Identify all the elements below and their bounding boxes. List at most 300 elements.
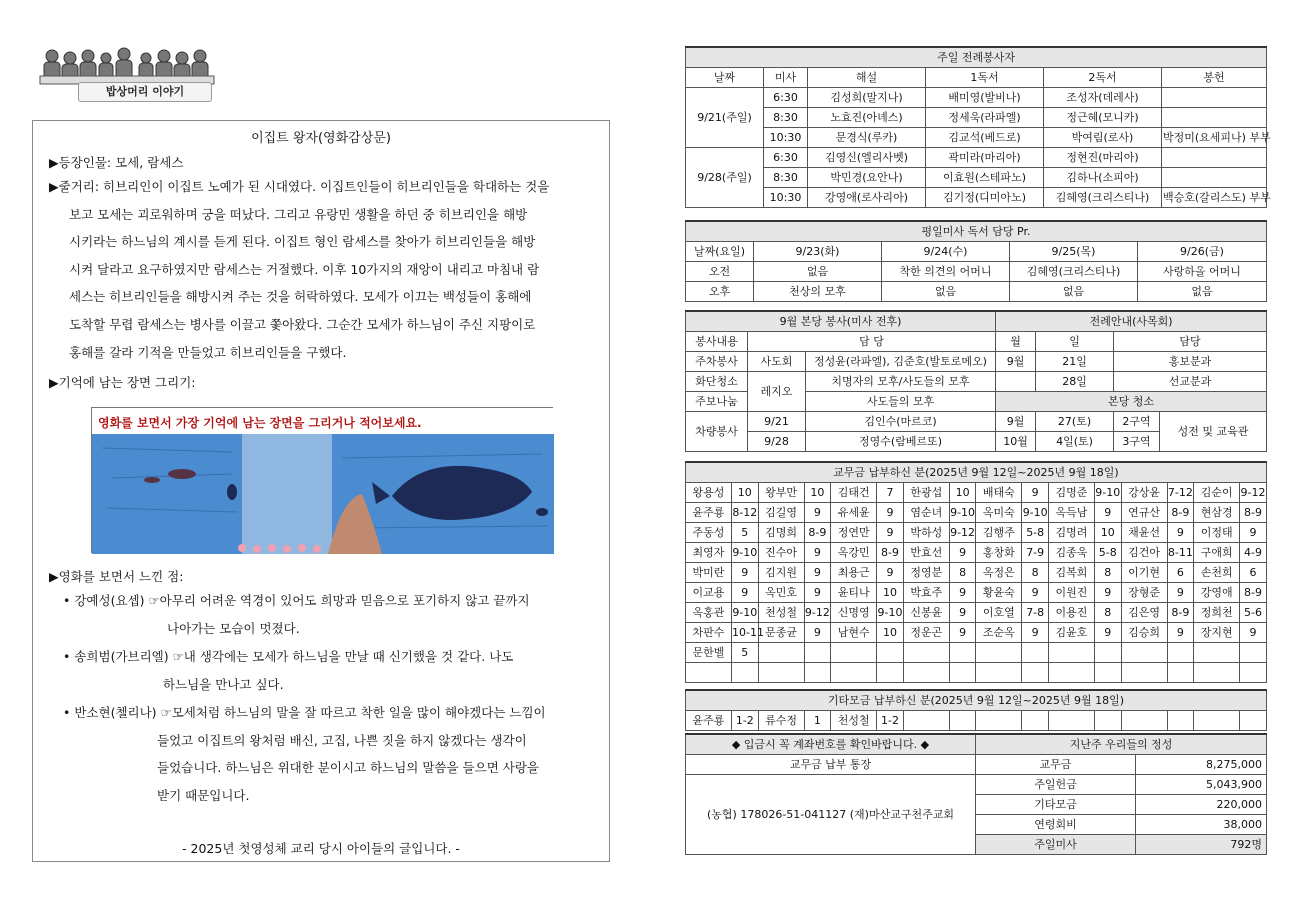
month-cell: 9월 (996, 351, 1036, 371)
commentator-cell: 강영애(로사리아) (808, 187, 926, 207)
clean-area-cell: 성전 및 교육관 (1160, 411, 1267, 451)
donor-name: 신명영 (831, 602, 877, 622)
donor-months: 9 (1094, 582, 1121, 602)
offering-cell: 박정미(요세피나) 부부 (1162, 127, 1267, 147)
donor-name: 정운곤 (903, 622, 949, 642)
table-row (686, 522, 1267, 542)
other-donations-title: 기타모금 납부하신 분(2025년 9월 12일~2025년 9월 18일) (686, 690, 1267, 710)
family-illustration-icon (38, 44, 216, 86)
donor-months: 9 (732, 562, 759, 582)
table-row (686, 482, 1267, 502)
header-cell: 9/23(화) (754, 241, 882, 261)
reader-cell: 없음 (754, 261, 882, 281)
plot-line: 도착할 무렵 람세스는 병사를 이끌고 쫓아왔다. 그순간 모세가 하느님이 주신 지팡이로 (69, 316, 536, 332)
donor-name: 옥강민 (831, 542, 877, 562)
donor-name: 홍창화 (976, 542, 1022, 562)
people-cell: 정영수(람베르또) (806, 431, 996, 451)
donor-months: 9-12 (804, 602, 831, 622)
table-row (686, 147, 1267, 167)
donor-months: 8 (1094, 562, 1121, 582)
donor-months: 9 (877, 502, 904, 522)
donor-months: 9 (949, 582, 976, 602)
donor-name: 장형준 (1121, 582, 1167, 602)
cleaning-title: 본당 청소 (996, 391, 1267, 411)
donor-name (976, 710, 1022, 730)
plot-line: 시켜 달라고 요구하였지만 람세스는 거절했다. 이후 10가지의 재앙이 내리고 마침내 람 (69, 261, 540, 277)
donor-months (1167, 642, 1194, 662)
donor-months: 9 (804, 562, 831, 582)
donor-months: 1 (804, 710, 831, 730)
table-row (686, 411, 1267, 431)
offering-cell (1162, 107, 1267, 127)
donor-name (1194, 642, 1240, 662)
donor-months: 10 (1094, 522, 1121, 542)
weekday-title: 평일미사 독서 담당 Pr. (686, 221, 1267, 241)
period-cell: 오후 (686, 281, 754, 301)
donor-name (1048, 662, 1094, 682)
donor-name: 이용진 (1048, 602, 1094, 622)
table-row (686, 261, 1267, 281)
donor-name (903, 662, 949, 682)
donor-months: 9 (804, 582, 831, 602)
reader-cell: 없음 (882, 281, 1010, 301)
period-cell: 오전 (686, 261, 754, 281)
donor-name (758, 662, 804, 682)
offering-title: 지난주 우리들의 정성 (976, 734, 1267, 754)
donor-name: 옥홍관 (686, 602, 732, 622)
donor-months (1240, 662, 1267, 682)
account-label: 교무금 납부 통장 (686, 754, 976, 774)
donors-title: 교무금 납부하신 분(2025년 9월 12일~2025년 9월 18일) (686, 462, 1267, 482)
header-cell: 미사 (764, 67, 808, 87)
donor-name: 천성철 (831, 710, 877, 730)
donor-months: 8-9 (1240, 502, 1267, 522)
donor-name: 반효선 (903, 542, 949, 562)
article-footer: - 2025년 첫영성체 교리 당시 아이들의 글입니다. - (182, 841, 460, 856)
service-type-cell: 화단청소 (686, 371, 748, 391)
donor-months: 4-9 (1240, 542, 1267, 562)
header-cell: 1독서 (926, 67, 1044, 87)
drawing-prompt: 영화를 보면서 가장 기억에 남는 장면을 그리거나 적어보세요. (98, 416, 422, 430)
commentator-cell: 노효진(아녜스) (808, 107, 926, 127)
donor-name: 정영분 (903, 562, 949, 582)
reader1-cell: 정세욱(라파엘) (926, 107, 1044, 127)
donor-months: 9-10 (877, 602, 904, 622)
donor-name: 김복희 (1048, 562, 1094, 582)
table-row (686, 502, 1267, 522)
table-row (686, 602, 1267, 622)
impression-line: 하느님을 만나고 싶다. (163, 676, 284, 692)
table-row (686, 662, 1267, 682)
header-cell: 날짜(요일) (686, 241, 754, 261)
donor-months: 10-11 (732, 622, 759, 642)
date-cell: 9/28 (748, 431, 806, 451)
header-cell: 9/25(목) (1010, 241, 1138, 261)
day-cell: 27(토) (1036, 411, 1114, 431)
donor-name: 강상윤 (1121, 482, 1167, 502)
impression-line: • 송희범(가브리엘) ☞내 생각에는 모세가 하느님을 만날 때 신기했을 것 같다. 나도 (63, 649, 514, 664)
donor-months: 8 (1094, 602, 1121, 622)
donor-months: 7 (877, 482, 904, 502)
donor-months: 10 (732, 482, 759, 502)
donor-months: 9 (949, 602, 976, 622)
reader2-cell: 김혜영(크리스티나) (1044, 187, 1162, 207)
donor-name: 신봉윤 (903, 602, 949, 622)
donor-name: 채윤선 (1121, 522, 1167, 542)
table-row (686, 187, 1267, 207)
donor-months: 7-8 (1022, 602, 1049, 622)
child-drawing (91, 407, 553, 553)
offering-label: 교무금 (976, 754, 1136, 774)
donor-months: 10 (877, 582, 904, 602)
donor-months: 8-9 (1167, 502, 1194, 522)
donor-months: 9 (1240, 622, 1267, 642)
commentator-cell: 박민경(요안나) (808, 167, 926, 187)
donor-months: 5 (732, 522, 759, 542)
table-row (686, 167, 1267, 187)
service-type-cell: 차량봉사 (686, 411, 748, 451)
offering-value: 38,000 (1136, 814, 1267, 834)
donor-name: 이원진 (1048, 582, 1094, 602)
table-row (686, 281, 1267, 301)
reader-cell: 없음 (1138, 281, 1267, 301)
donor-name: 염순녀 (903, 502, 949, 522)
people-cell: 치명자의 모후/사도들의 모후 (806, 371, 996, 391)
donor-months (1167, 662, 1194, 682)
donor-name: 정연만 (831, 522, 877, 542)
offering-value: 220,000 (1136, 794, 1267, 814)
offering-cell (1162, 167, 1267, 187)
donor-months: 8 (1022, 562, 1049, 582)
donor-months: 9 (1094, 622, 1121, 642)
donor-name: 옥득남 (1048, 502, 1094, 522)
donor-months (1094, 642, 1121, 662)
donor-name (1121, 710, 1167, 730)
donor-months: 6 (1167, 562, 1194, 582)
charge-cell: 선교분과 (1114, 371, 1267, 391)
mass-time-cell: 6:30 (764, 147, 808, 167)
donor-months (1022, 662, 1049, 682)
month-cell: 10월 (996, 431, 1036, 451)
header-cell: 해설 (808, 67, 926, 87)
donor-months: 9-10 (732, 542, 759, 562)
donor-name: 문종균 (758, 622, 804, 642)
donor-name: 진수아 (758, 542, 804, 562)
donor-months (877, 642, 904, 662)
people-cell: 김인수(마르코) (806, 411, 996, 431)
donor-months: 7-12 (1167, 482, 1194, 502)
table-row (686, 754, 1267, 774)
table-row (686, 562, 1267, 582)
donor-name: 박하성 (903, 522, 949, 542)
offering-value: 5,043,900 (1136, 774, 1267, 794)
donor-months: 7-9 (1022, 542, 1049, 562)
donor-name: 정희천 (1194, 602, 1240, 622)
impression-line: • 강예성(요셉) ☞아무리 어려운 역경이 있어도 희망과 믿음으로 포기하지 않고 끝까지 (63, 593, 530, 608)
donor-name: 김행주 (976, 522, 1022, 542)
header-cell: 일 (1036, 331, 1114, 351)
donor-name (1194, 662, 1240, 682)
donor-months (1094, 662, 1121, 682)
donor-name: 김명희 (758, 522, 804, 542)
donor-months: 8-9 (877, 542, 904, 562)
donor-name: 윤주룡 (686, 710, 732, 730)
banner-title: 밥상머리 이야기 (78, 82, 212, 102)
sunday-servers-title: 주일 전례봉사자 (686, 47, 1267, 67)
donor-months: 8 (949, 562, 976, 582)
donor-name (831, 642, 877, 662)
impression-line: • 반소현(첼리나) ☞모세처럼 하느님의 말을 잘 따르고 착한 일을 많이 해야겠다는 느낌이 (63, 705, 546, 720)
reader2-cell: 정근혜(모니카) (1044, 107, 1162, 127)
donor-name (831, 662, 877, 682)
donor-name (686, 662, 732, 682)
commentator-cell: 김영신(엘리사벳) (808, 147, 926, 167)
impression-1 (63, 587, 530, 642)
commentator-cell: 김성희(말지나) (808, 87, 926, 107)
header-cell: 월 (996, 331, 1036, 351)
donor-name: 왕용성 (686, 482, 732, 502)
impression-line: 받기 때문입니다. (157, 787, 250, 803)
offering-label: 주일헌금 (976, 774, 1136, 794)
donor-name: 이교용 (686, 582, 732, 602)
reader2-cell: 김하나(소피아) (1044, 167, 1162, 187)
donor-name: 윤티나 (831, 582, 877, 602)
donor-name: 차판수 (686, 622, 732, 642)
donor-months: 9 (949, 622, 976, 642)
header-cell: 9/26(금) (1138, 241, 1267, 261)
donor-months: 9 (1240, 522, 1267, 542)
donor-name: 박미란 (686, 562, 732, 582)
mass-time-cell: 8:30 (764, 107, 808, 127)
donor-months: 9-10 (732, 602, 759, 622)
donor-months (1167, 710, 1194, 730)
donor-name (976, 662, 1022, 682)
table-row (686, 642, 1267, 662)
table-row (686, 371, 1267, 391)
other-donations-table (685, 689, 1267, 731)
donor-months: 9 (804, 502, 831, 522)
people-cell: 사도들의 모후 (806, 391, 996, 411)
plot-paragraph (49, 173, 549, 366)
donor-name: 천성철 (758, 602, 804, 622)
donor-name: 최영자 (686, 542, 732, 562)
offering-label: 주일미사 (976, 834, 1136, 854)
donor-name: 황윤숙 (976, 582, 1022, 602)
donor-months: 5-8 (1094, 542, 1121, 562)
header-cell: 봉헌 (1162, 67, 1267, 87)
reader-cell: 천상의 모후 (754, 281, 882, 301)
donor-name: 옥미숙 (976, 502, 1022, 522)
donor-months: 8-9 (1167, 602, 1194, 622)
donor-name: 장지현 (1194, 622, 1240, 642)
service-type-cell: 주차봉사 (686, 351, 748, 371)
zone-cell: 3구역 (1114, 431, 1160, 451)
donor-months (949, 662, 976, 682)
impression-line: 나아가는 모습이 멋졌다. (167, 620, 300, 636)
donor-name (1121, 642, 1167, 662)
donor-name: 김지원 (758, 562, 804, 582)
reader2-cell: 정현진(마리아) (1044, 147, 1162, 167)
donor-months: 8-9 (1240, 582, 1267, 602)
liturgy-guide-title: 전례안내(사목회) (996, 311, 1267, 331)
donor-name: 배태숙 (976, 482, 1022, 502)
donor-months (949, 710, 976, 730)
donor-name (903, 642, 949, 662)
mass-time-cell: 8:30 (764, 167, 808, 187)
donor-name: 김명려 (1048, 522, 1094, 542)
reader1-cell: 김기정(디미아노) (926, 187, 1044, 207)
donor-months: 9 (1022, 482, 1049, 502)
reader-cell: 김혜영(크리스티나) (1010, 261, 1138, 281)
donor-name: 한광섭 (903, 482, 949, 502)
donor-months: 9 (877, 562, 904, 582)
donor-months: 5-6 (1240, 602, 1267, 622)
donor-name: 강영애 (1194, 582, 1240, 602)
donor-name: 최용근 (831, 562, 877, 582)
plot-line: 보고 모세는 괴로워하며 궁을 떠났다. 그리고 유랑민 생활을 하던 중 히브리인을 해방 (69, 206, 528, 222)
table-row (686, 351, 1267, 371)
donor-months: 9 (804, 542, 831, 562)
table-row (686, 127, 1267, 147)
donor-months (1022, 710, 1049, 730)
impression-line: 들었습니다. 하느님은 위대한 분이시고 하느님의 말씀을 들으면 사랑을 (157, 760, 539, 776)
donor-months: 9 (1167, 522, 1194, 542)
donor-months: 1-2 (877, 710, 904, 730)
parish-service-table (685, 310, 1267, 452)
donor-name: 김건아 (1121, 542, 1167, 562)
donor-months: 9-10 (1094, 482, 1121, 502)
donor-name: 이호열 (976, 602, 1022, 622)
plot-line: 홍해를 갈라 기적을 만들었고 히브리인들을 구했다. (69, 344, 347, 360)
impression-3 (63, 699, 546, 809)
reader1-cell: 배미영(발비나) (926, 87, 1044, 107)
donor-months: 9 (732, 582, 759, 602)
group-cell: 사도회 (748, 351, 806, 371)
reader-cell: 없음 (1010, 281, 1138, 301)
donor-name: 류수정 (758, 710, 804, 730)
reader-cell: 사랑하올 어머니 (1138, 261, 1267, 281)
donor-months: 9-10 (1022, 502, 1049, 522)
day-cell: 4일(토) (1036, 431, 1114, 451)
donor-name: 김순이 (1194, 482, 1240, 502)
plot-line: 시키라는 하느님의 계시를 듣게 된다. 이집트 형인 람세스를 찾아가 히브리인들을 해방 (69, 234, 536, 250)
offering-label: 연령회비 (976, 814, 1136, 834)
offering-cell (1162, 87, 1267, 107)
donor-months: 9-12 (949, 522, 976, 542)
donor-months: 9 (1167, 622, 1194, 642)
month-cell: 9월 (996, 411, 1036, 431)
donor-name: 김윤호 (1048, 622, 1094, 642)
header-cell: 봉사내용 (686, 331, 748, 351)
donor-name: 박효주 (903, 582, 949, 602)
donor-name: 구애희 (1194, 542, 1240, 562)
characters-line: ▶등장인물: 모세, 람세스 (49, 155, 184, 170)
donors-table (685, 461, 1267, 683)
mass-time-cell: 6:30 (764, 87, 808, 107)
donor-months (732, 662, 759, 682)
header-cell: 9/24(수) (882, 241, 1010, 261)
table-row (686, 107, 1267, 127)
donor-months: 10 (949, 482, 976, 502)
donor-name (903, 710, 949, 730)
service-type-cell: 주보나눔 (686, 391, 748, 411)
donor-name (1121, 662, 1167, 682)
donor-months: 10 (877, 622, 904, 642)
offering-cell: 백승호(갈리스도) 부부 (1162, 187, 1267, 207)
table-row (686, 582, 1267, 602)
sunday-servers-table (685, 46, 1271, 208)
article-title: 이집트 왕자(영화감상문) (251, 131, 391, 146)
donor-name: 옥민호 (758, 582, 804, 602)
donor-name: 문한벨 (686, 642, 732, 662)
donor-months: 8-9 (804, 522, 831, 542)
month-cell (996, 371, 1036, 391)
table-row (686, 87, 1267, 107)
article-box (32, 120, 610, 862)
donor-name: 연규산 (1121, 502, 1167, 522)
zone-cell: 2구역 (1114, 411, 1160, 431)
donor-months: 8-12 (732, 502, 759, 522)
donor-name: 김명준 (1048, 482, 1094, 502)
donor-months: 5-8 (1022, 522, 1049, 542)
offering-cell (1162, 147, 1267, 167)
donor-name: 김길영 (758, 502, 804, 522)
donor-months (1022, 642, 1049, 662)
offering-value: 792명 (1136, 834, 1267, 854)
donor-months (804, 662, 831, 682)
header-cell: 날짜 (686, 67, 764, 87)
donor-name: 주동성 (686, 522, 732, 542)
donor-name: 유세윤 (831, 502, 877, 522)
impressions-heading: ▶영화를 보면서 느낀 점: (49, 569, 184, 584)
donor-name: 조순옥 (976, 622, 1022, 642)
donor-months: 9 (804, 622, 831, 642)
donor-months: 9 (1167, 582, 1194, 602)
charge-cell: 홍보분과 (1114, 351, 1267, 371)
date-cell: 9/21 (748, 411, 806, 431)
table-row (686, 622, 1267, 642)
donor-months: 8-11 (1167, 542, 1194, 562)
reader-cell: 착한 의견의 어머니 (882, 261, 1010, 281)
date-cell: 9/21(주일) (686, 87, 764, 147)
group-cell: 레지오 (748, 371, 806, 411)
offering-value: 8,275,000 (1136, 754, 1267, 774)
donor-months (949, 642, 976, 662)
donor-months: 9-12 (1240, 482, 1267, 502)
day-cell: 28일 (1036, 371, 1114, 391)
donor-months: 9 (877, 522, 904, 542)
donor-months: 9 (1022, 622, 1049, 642)
mass-time-cell: 10:30 (764, 187, 808, 207)
weekday-readers-table (685, 220, 1267, 302)
donor-months: 1-2 (732, 710, 759, 730)
reader1-cell: 곽미라(마리아) (926, 147, 1044, 167)
donor-name (1194, 710, 1240, 730)
donor-months: 9 (1022, 582, 1049, 602)
donor-months: 9 (1094, 502, 1121, 522)
donor-name: 김은영 (1121, 602, 1167, 622)
donor-months: 6 (1240, 562, 1267, 582)
day-cell: 21일 (1036, 351, 1114, 371)
donor-name: 김태건 (831, 482, 877, 502)
table-row (686, 542, 1267, 562)
memorable-scene-label: ▶기억에 남는 장면 그리기: (49, 375, 196, 390)
header-banner (38, 44, 216, 106)
donor-name (976, 642, 1022, 662)
date-cell: 9/28(주일) (686, 147, 764, 207)
donor-name: 남현수 (831, 622, 877, 642)
impression-line: 들었고 이집트의 왕처럼 배신, 고집, 나쁜 짓을 하지 않겠다는 생각이 (157, 732, 527, 748)
